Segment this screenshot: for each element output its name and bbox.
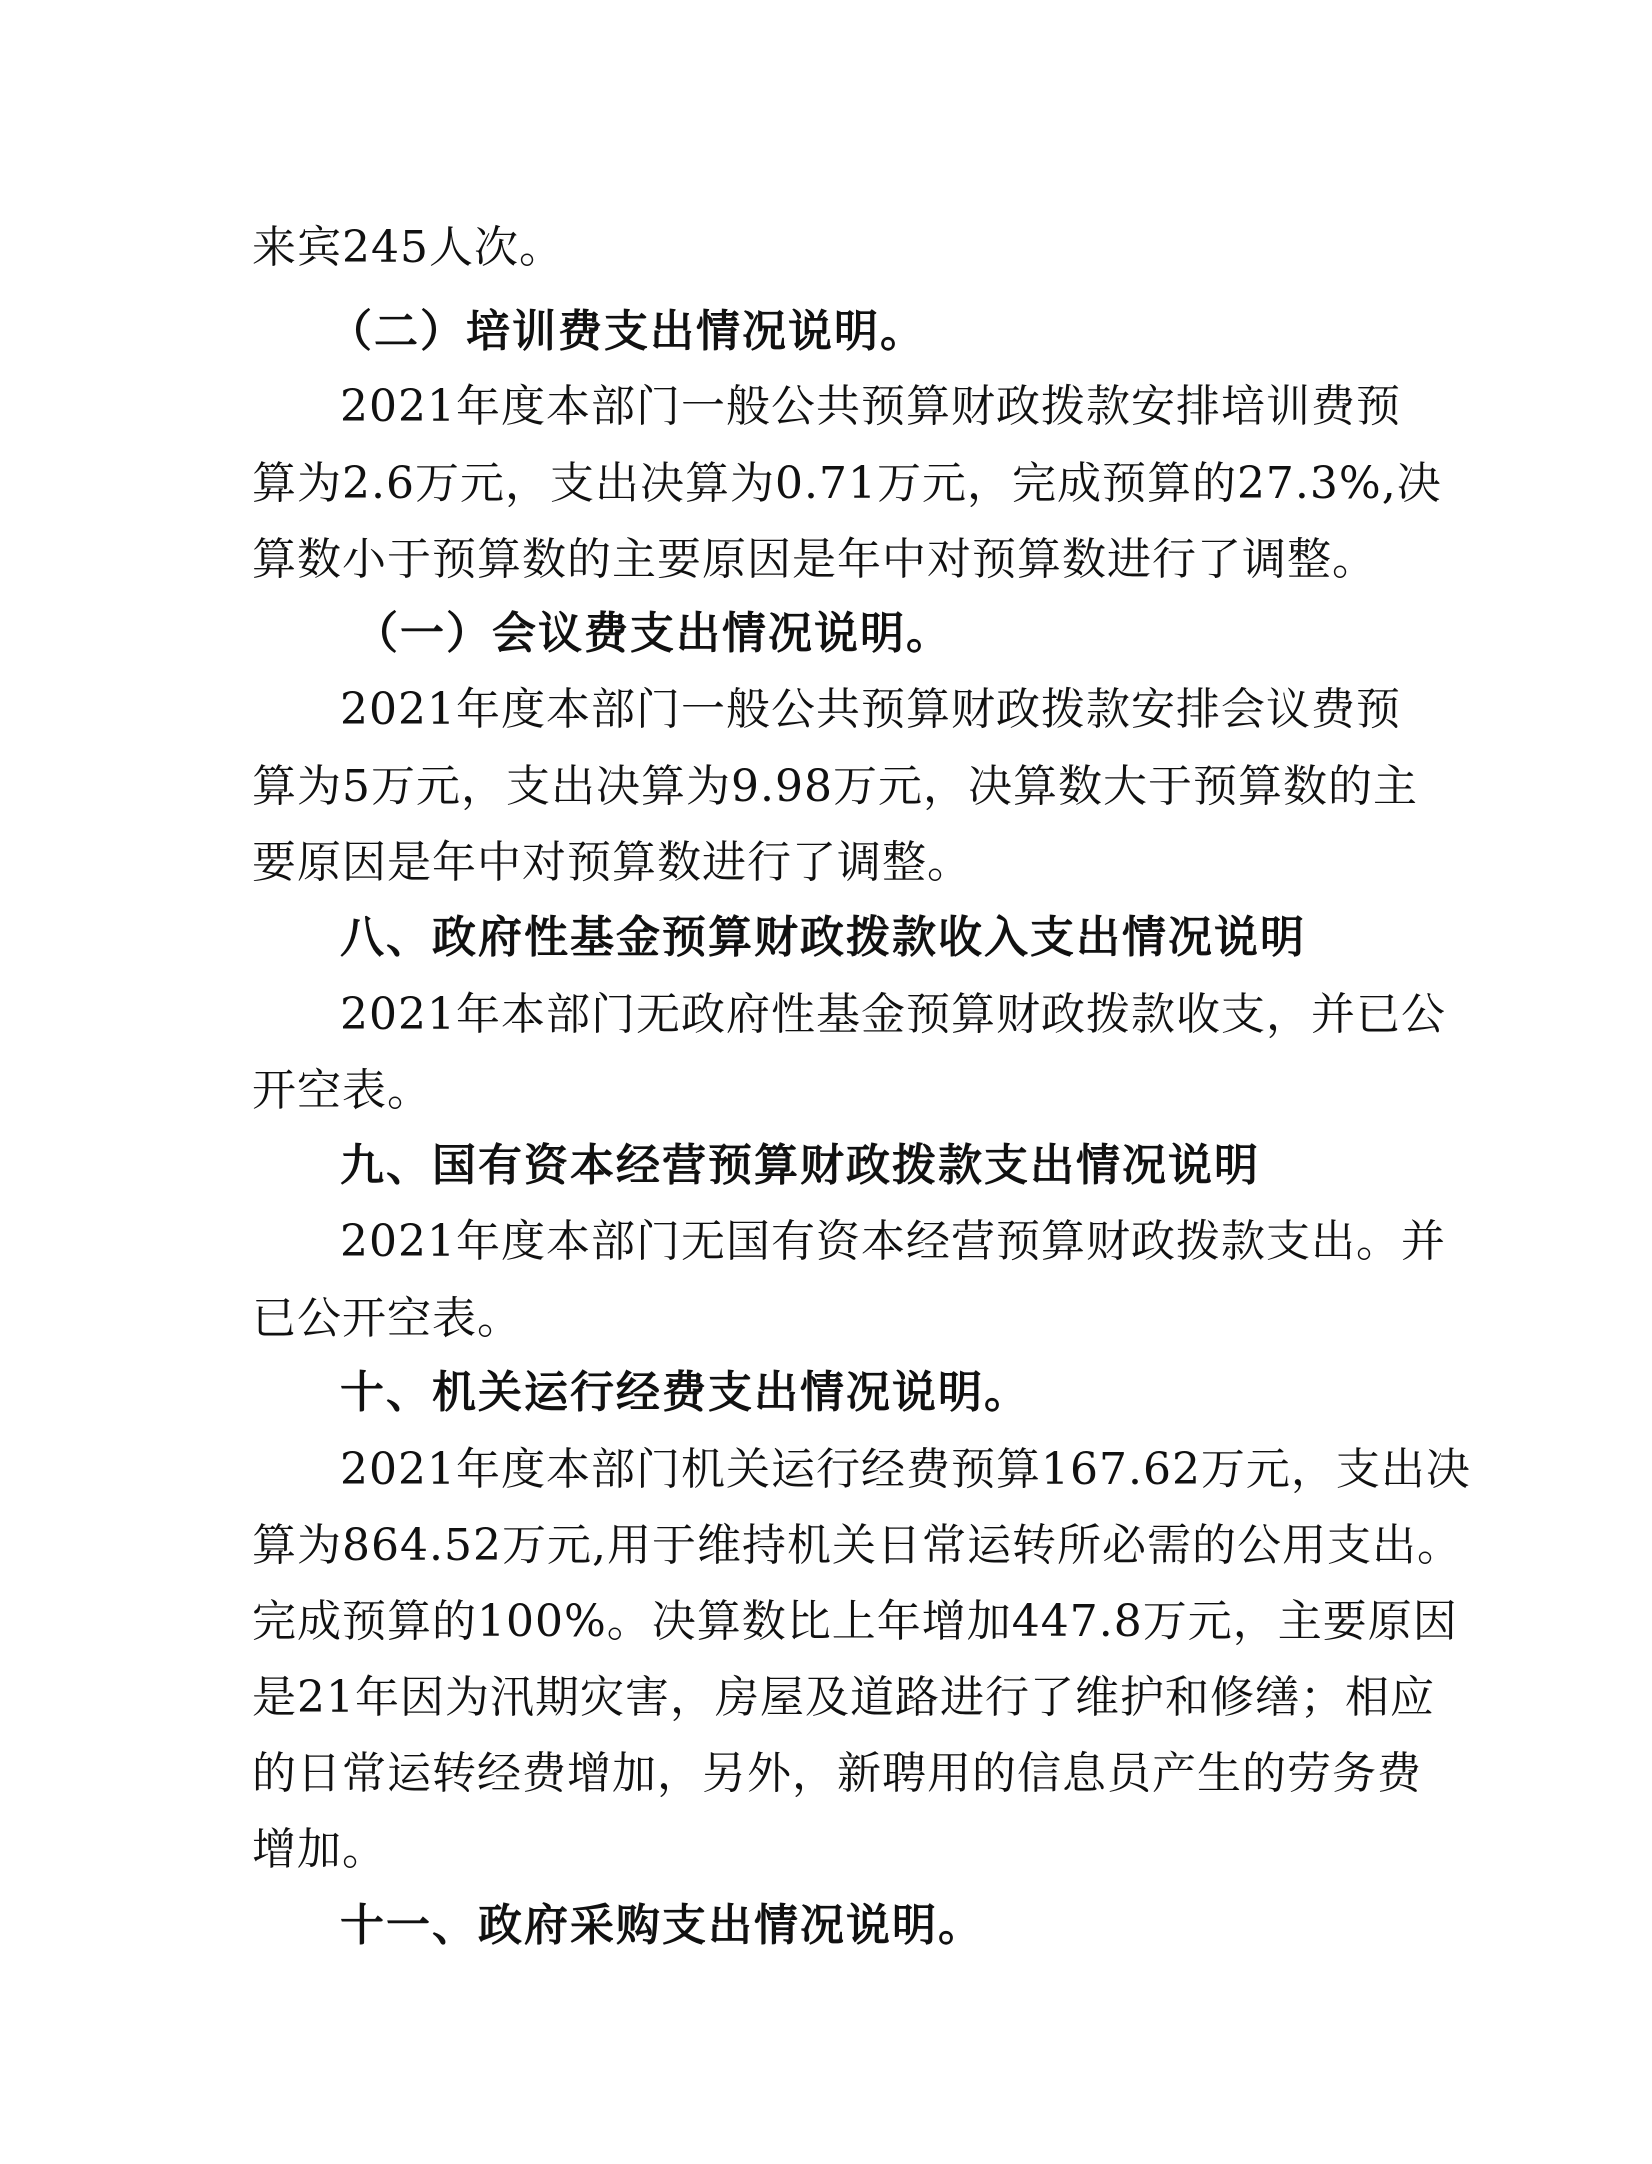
paragraph-line: 2021年度本部门一般公共预算财政拨款安排会议费预 [340,684,1401,735]
paragraph-line: 2021年本部门无政府性基金预算财政拨款收支，并已公 [340,989,1446,1040]
section-heading-8: 八、政府性基金预算财政拨款收入支出情况说明 [340,912,1306,963]
paragraph-line: 完成预算的100%。决算数比上年增加447.8万元，主要原因 [252,1596,1458,1647]
paragraph-line: 算数小于预算数的主要原因是年中对预算数进行了调整。 [252,534,1377,585]
paragraph-line: 要原因是年中对预算数进行了调整。 [252,837,972,888]
paragraph-line: 开空表。 [252,1065,432,1116]
paragraph-line: 2021年度本部门无国有资本经营预算财政拨款支出。并 [340,1216,1446,1267]
section-heading-meeting: （一）会议费支出情况说明。 [354,608,952,659]
paragraph-line: 是21年因为汛期灾害，房屋及道路进行了维护和修缮；相应 [252,1672,1435,1723]
paragraph-line: 算为2.6万元，支出决算为0.71万元，完成预算的27.3%,决 [252,458,1442,509]
paragraph-line: 算为5万元，支出决算为9.98万元，决算数大于预算数的主 [252,761,1418,812]
paragraph-line: 来宾245人次。 [252,222,564,273]
section-heading-training: （二）培训费支出情况说明。 [328,306,926,357]
paragraph-line: 增加。 [252,1824,387,1875]
paragraph-line: 2021年度本部门一般公共预算财政拨款安排培训费预 [340,381,1401,432]
paragraph-line: 2021年度本部门机关运行经费预算167.62万元，支出决 [340,1444,1471,1495]
paragraph-line: 已公开空表。 [252,1293,522,1344]
section-heading-10: 十、机关运行经费支出情况说明。 [340,1367,1030,1418]
paragraph-line: 算为864.52万元,用于维持机关日常运转所必需的公用支出。 [252,1520,1462,1571]
section-heading-9: 九、国有资本经营预算财政拨款支出情况说明 [340,1140,1260,1191]
section-heading-11: 十一、政府采购支出情况说明。 [340,1900,984,1951]
paragraph-line: 的日常运转经费增加，另外，新聘用的信息员产生的劳务费 [252,1748,1422,1799]
